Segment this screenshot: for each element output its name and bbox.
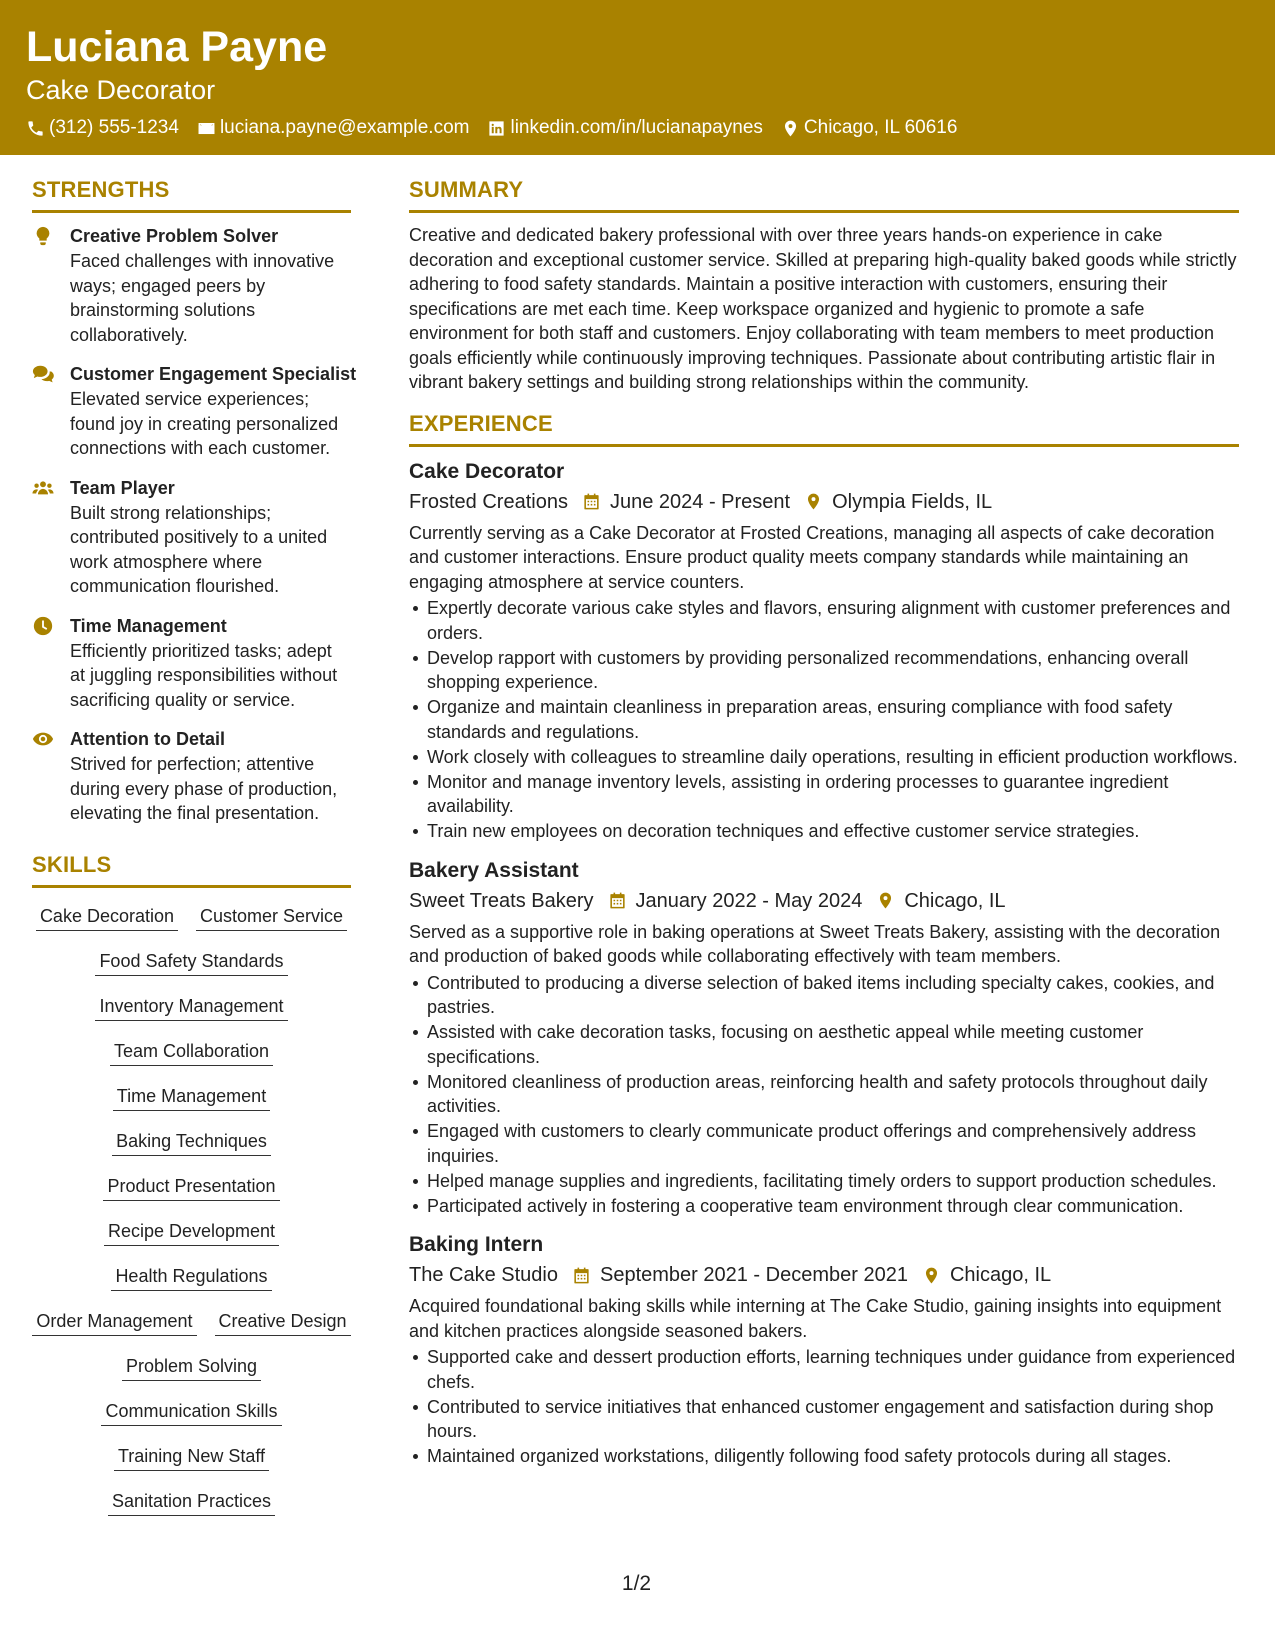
strength-desc: Built strong relationships; contributed positively to a united work atmosphere where communication flourished. [70, 502, 328, 596]
job-dates: September 2021 - December 2021 [599, 1264, 908, 1286]
email-link[interactable]: luciana.payne@example.com [219, 117, 470, 138]
strength-desc: Faced challenges with innovative ways; engaged peers by brainstorming solutions collaboratively. [70, 251, 335, 345]
bullet-item: Contributed to service initiatives that enhanced customer engagement and satisfaction during shop hours. [427, 1395, 1239, 1444]
right-column [409, 175, 1239, 1481]
strength-item [32, 726, 351, 826]
skill-tag: Team Collaboration [110, 1040, 273, 1066]
contact-phone [26, 117, 179, 139]
contact-email[interactable] [197, 117, 470, 139]
job-title: Bakery Assistant [409, 858, 579, 882]
strength-item [32, 613, 351, 713]
job-company: Sweet Treats Bakery [409, 889, 594, 912]
job-entry [409, 457, 1239, 844]
bullet-item: Participated actively in fostering a cooperative team environment through clear communication. [427, 1194, 1239, 1219]
job-description: Acquired foundational baking skills while interning at The Cake Studio, gaining insights into equipment and kitchen practices alongside seasoned bakers. [409, 1296, 1222, 1341]
job-dates: June 2024 - Present [609, 490, 791, 513]
skill-tag: Cake Decoration [36, 905, 178, 931]
left-column [32, 175, 357, 1516]
strength-title: Customer Engagement Specialist [70, 364, 357, 384]
skill-tag: Product Presentation [103, 1175, 279, 1201]
map-pin-icon [804, 492, 823, 511]
map-pin-icon [876, 891, 895, 910]
strength-desc: Strived for perfection; attentive during every phase of production, elevating the final presentation. [70, 754, 338, 823]
lightbulb-icon [32, 225, 54, 247]
eye-icon [32, 728, 54, 750]
job-description: Currently serving as a Cake Decorator at Frosted Creations, managing all aspects of cake decoration and customer interactions. Ensure product quality meets company standards while maintaining an engaging atmosphere at service counters. [409, 522, 1215, 592]
job-company: The Cake Studio [409, 1264, 558, 1286]
job-location: Olympia Fields, IL [832, 490, 993, 513]
bullet-item: Supported cake and dessert production efforts, learning techniques under guidance from experienced chefs. [427, 1345, 1239, 1394]
skills-list [32, 905, 351, 1516]
skill-tag: Inventory Management [95, 995, 287, 1021]
strength-title: Time Management [70, 615, 227, 636]
job-bullets [409, 1345, 1239, 1469]
bullet-item: Helped manage supplies and ingredients, facilitating timely orders to support production schedules. [427, 1169, 1239, 1194]
strength-item [32, 361, 357, 461]
skill-tag: Customer Service [196, 905, 347, 931]
job-description: Served as a supportive role in baking operations at Sweet Treats Bakery, assisting with the decoration and production of baked goods while collaborating effectively with team members. [409, 921, 1221, 966]
strength-title: Creative Problem Solver [70, 226, 279, 246]
bullet-item: Train new employees on decoration techniques and effective customer service strategies. [427, 819, 1239, 844]
bullet-item: Expertly decorate various cake styles and flavors, ensuring alignment with customer preferences and orders. [427, 596, 1239, 645]
skill-tag: Creative Design [215, 1310, 351, 1336]
bullet-item: Monitored cleanliness of production areas, reinforcing health and safety protocols throughout daily activities. [427, 1070, 1239, 1119]
calendar-icon [582, 492, 601, 511]
clock-icon [32, 615, 54, 637]
job-entry [409, 1230, 1239, 1469]
strengths-heading: STRENGTHS [32, 175, 351, 213]
envelope-icon [197, 119, 216, 138]
contact-location [781, 117, 958, 139]
bullet-item: Organize and maintain cleanliness in preparation areas, ensuring compliance with food safety standards and regulations. [427, 695, 1239, 744]
bullet-item: Assisted with cake decoration tasks, focusing on aesthetic appeal while meeting customer specifications. [427, 1020, 1239, 1069]
resume-header [0, 0, 1275, 155]
strength-desc: Elevated service experiences; found joy in creating personalized connections with each customer. [70, 389, 339, 458]
skill-tag: Communication Skills [101, 1400, 281, 1426]
bullet-item: Monitor and manage inventory levels, assisting in ordering processes to guarantee ingredient availability. [427, 770, 1239, 819]
linkedin-icon [487, 119, 506, 138]
candidate-title: Cake Decorator [26, 75, 216, 105]
strength-item [32, 475, 351, 599]
job-title: Cake Decorator [409, 459, 565, 483]
job-location: Chicago, IL [949, 1264, 1052, 1286]
job-meta [409, 886, 1239, 916]
calendar-icon [572, 1266, 591, 1285]
job-location: Chicago, IL [904, 889, 1006, 912]
page-number-text: 1/2 [621, 1572, 652, 1595]
bullet-item: Engaged with customers to clearly communicate product offerings and comprehensively address inquiries. [427, 1119, 1239, 1168]
job-bullets [409, 971, 1239, 1219]
bullet-item: Contributed to producing a diverse selection of baked items including specialty cakes, cookies, and pastries. [427, 971, 1239, 1020]
skill-tag: Training New Staff [114, 1445, 269, 1471]
skills-heading: SKILLS [32, 850, 351, 888]
strength-title: Team Player [70, 477, 175, 498]
strength-title: Attention to Detail [70, 729, 225, 749]
phone-icon [26, 119, 45, 138]
candidate-name: Luciana Payne [26, 23, 328, 71]
contact-bar [26, 115, 975, 141]
skill-tag: Food Safety Standards [95, 950, 287, 976]
experience-heading: EXPERIENCE [409, 409, 1239, 447]
job-entry [409, 856, 1239, 1219]
job-company: Frosted Creations [409, 490, 568, 513]
strength-item [32, 223, 351, 347]
location-text: Chicago, IL 60616 [803, 117, 958, 138]
contact-linkedin[interactable] [487, 117, 762, 139]
bullet-item: Develop rapport with customers by providing personalized recommendations, enhancing overall shopping experience. [427, 646, 1239, 695]
bullet-item: Maintained organized workstations, diligently following food safety protocols during all stages. [427, 1444, 1239, 1469]
job-title: Baking Intern [409, 1233, 544, 1256]
skill-tag: Recipe Development [104, 1220, 279, 1246]
calendar-icon [608, 891, 627, 910]
skill-tag: Health Regulations [111, 1265, 271, 1291]
job-dates: January 2022 - May 2024 [635, 889, 863, 912]
users-icon [32, 477, 54, 499]
linkedin-link[interactable]: linkedin.com/in/lucianapaynes [510, 117, 763, 138]
job-bullets [409, 596, 1239, 844]
skill-tag: Baking Techniques [112, 1130, 271, 1156]
bullet-item: Work closely with colleagues to streamline daily operations, resulting in efficient production workflows. [427, 745, 1239, 770]
map-pin-icon [781, 119, 800, 138]
map-pin-icon [922, 1266, 941, 1285]
skill-tag: Problem Solving [122, 1355, 261, 1381]
strength-desc: Efficiently prioritized tasks; adept at juggling responsibilities without sacrificing quality or service. [70, 640, 338, 710]
job-meta [409, 487, 1239, 517]
skill-tag: Sanitation Practices [108, 1490, 275, 1516]
job-meta [409, 1260, 1239, 1290]
summary-text: Creative and dedicated bakery professional with over three years hands-on experience in cake decoration and exceptional customer service. Skilled at preparing high-quality baked goods while strictly adhering to food safety standards. Maintain a positive interaction with customers, ensuring their specifications are met each time. Keep workspace organized and hygienic to promote a safe environment for both staff and customers. Enjoy collaborating with team members to meet production goals efficiently while continuously improving techniques. Passionate about contributing artistic flair in vibrant bakery settings and building strong relationships within the community. [409, 225, 1237, 392]
skill-tag: Time Management [113, 1085, 270, 1111]
phone-text: (312) 555-1234 [49, 117, 179, 138]
summary-heading: SUMMARY [409, 175, 1239, 213]
page-number [0, 1572, 1275, 1596]
skill-tag: Order Management [32, 1310, 196, 1336]
comments-icon [32, 363, 54, 385]
